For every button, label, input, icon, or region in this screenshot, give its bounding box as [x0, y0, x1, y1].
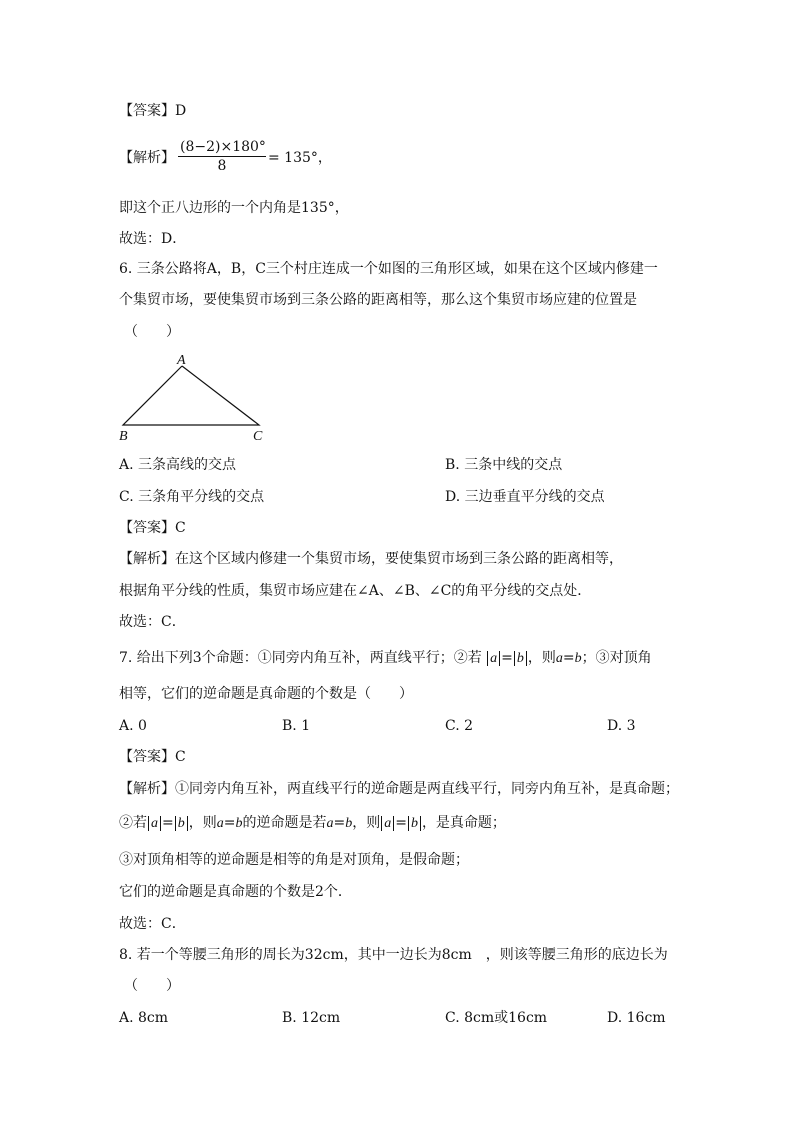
q6-triangle-figure: [110, 348, 280, 448]
q7-stem-pre: 7. 给出下列3个命题：①同旁内角互补，两直线平行；②若: [119, 650, 482, 666]
vertex-label-c: C: [253, 429, 263, 444]
triangle-edges: [123, 366, 259, 425]
abs-b: b: [408, 816, 421, 831]
q7-answer: 【答案】C: [119, 749, 186, 765]
a2-mid2: 的逆命题是若: [242, 815, 327, 831]
q8-stem-line1: 8. 若一个等腰三角形的周长为32cm，其中一边长为8cm ，则该等腰三角形的底边长为: [119, 947, 668, 963]
q8-option-c: C. 8cm或16cm: [445, 1010, 548, 1026]
q5-answer: 【答案】D: [119, 103, 187, 119]
q7-stem-end: ；③对顶角: [581, 650, 652, 666]
q5-fraction-denominator: 8: [217, 158, 227, 174]
q7-stem-line2: 相等，它们的逆命题是真命题的个数是（ ）: [119, 686, 413, 702]
q7-stem-line1: [119, 648, 652, 669]
q5-analysis-line2: 即这个正八边形的一个内角是135°，: [119, 200, 349, 216]
equals-sign: =: [162, 815, 174, 831]
q8-option-b: B. 12cm: [282, 1010, 341, 1026]
q5-fraction: [178, 138, 266, 175]
var-a: a: [326, 816, 334, 831]
q6-option-c: C. 三条角平分线的交点: [119, 489, 265, 505]
q8-answer-paren: （ ）: [124, 978, 180, 994]
q6-conclusion: 故选：C．: [119, 614, 186, 630]
q7-option-a: A. 0: [119, 718, 147, 734]
q6-analysis-line1: 【解析】在这个区域内修建一个集贸市场，要使集贸市场到三条公路的距离相等，: [119, 551, 623, 567]
q7-option-c: C. 2: [445, 718, 474, 734]
q6-answer-paren: （ ）: [124, 324, 180, 340]
q7-analysis-line3: ③对顶角相等的逆命题是相等的角是对顶角，是假命题；: [119, 852, 469, 868]
abs-a: a: [148, 816, 161, 831]
equals-sign: =: [395, 815, 407, 831]
q7-conclusion: 故选：C．: [119, 916, 186, 932]
q5-conclusion: 故选：D．: [119, 231, 187, 247]
equals-sign: =: [333, 815, 346, 831]
q7-analysis-line1: 【解析】①同旁内角互补，两直线平行的逆命题是两直线平行，同旁内角互补，是真命题；: [119, 781, 679, 797]
q6-analysis-line2: 根据角平分线的性质，集贸市场应建在∠A、∠B、∠C的角平分线的交点处．: [119, 583, 592, 599]
q6-stem-line2: 个集贸市场，要使集贸市场到三条公路的距离相等，那么这个集贸市场应建的位置是: [119, 292, 637, 308]
equals-sign: =: [562, 650, 575, 666]
var-a: a: [216, 816, 224, 831]
q6-option-a: A. 三条高线的交点: [119, 457, 237, 473]
equals-sign: =: [501, 650, 513, 666]
q6-option-d: D. 三边垂直平分线的交点: [445, 489, 605, 505]
q5-fraction-numerator: (8−2)×180°: [180, 139, 266, 155]
var-a: a: [555, 651, 563, 666]
q5-fraction-result: = 135°，: [268, 150, 332, 166]
a2-mid1: ，则: [188, 815, 217, 831]
var-b: b: [574, 651, 582, 666]
q6-answer: 【答案】C: [119, 520, 186, 536]
q8-option-a: A. 8cm: [119, 1010, 169, 1026]
abs-a: a: [381, 816, 394, 831]
a2-pre: ②若: [119, 815, 147, 831]
abs-a: a: [487, 651, 500, 666]
vertex-label-a: A: [177, 353, 186, 368]
q7-stem-mid: ，则: [527, 650, 556, 666]
abs-b: b: [175, 816, 188, 831]
q7-option-d: D. 3: [607, 718, 636, 734]
q7-analysis-line4: 它们的逆命题是真命题的个数是2个．: [119, 884, 352, 900]
q8-option-d: D. 16cm: [607, 1010, 666, 1026]
a2-end: ，是真命题；: [421, 815, 506, 831]
q7-analysis-line2: [119, 813, 506, 834]
q5-analysis-label: 【解析】: [119, 150, 175, 166]
var-b: b: [345, 816, 353, 831]
equals-sign: =: [223, 815, 236, 831]
var-b: b: [235, 816, 243, 831]
a2-mid3: ，则: [352, 815, 381, 831]
abs-b: b: [514, 651, 527, 666]
vertex-label-b: B: [119, 429, 128, 444]
q6-stem-line1: 6. 三条公路将A，B，C三个村庄连成一个如图的三角形区域，如果在这个区域内修建一: [119, 261, 658, 277]
q6-option-b: B. 三条中线的交点: [445, 457, 563, 473]
q7-option-b: B. 1: [282, 718, 311, 734]
